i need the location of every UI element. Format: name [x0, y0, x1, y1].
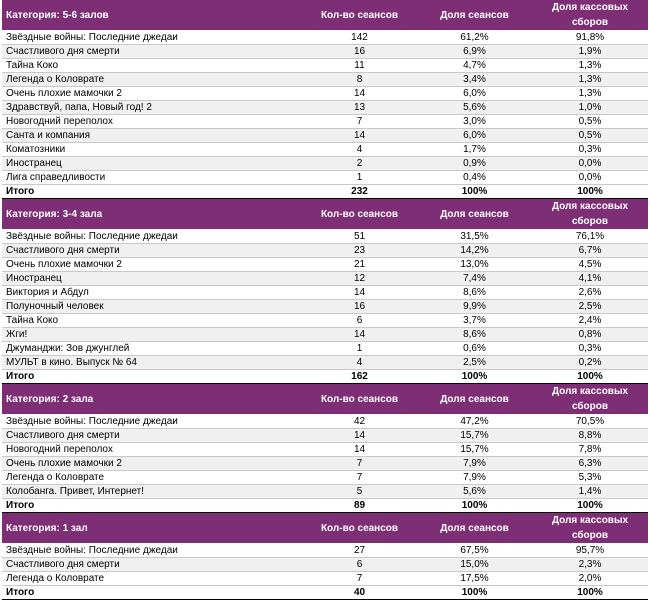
total-row [2, 370, 648, 384]
film-title: Очень плохие мамочки 2 [2, 87, 302, 101]
sessions-count: 4 [302, 356, 417, 370]
table-row [2, 572, 648, 586]
sessions-share: 3,7% [417, 314, 532, 328]
total-label: Итого [2, 185, 302, 199]
table-row [2, 45, 648, 59]
sessions-count: 2 [302, 157, 417, 171]
total-label: Итого [2, 370, 302, 384]
sessions-count: 14 [302, 328, 417, 342]
category-header-row [2, 513, 648, 544]
category-title: Категория: 2 зала [2, 384, 302, 415]
report-body [2, 0, 648, 600]
table-row [2, 244, 648, 258]
box-office-share: 7,8% [532, 443, 648, 457]
sessions-count: 1 [302, 171, 417, 185]
film-title: Счастливого дня смерти [2, 45, 302, 59]
film-title: Коматозники [2, 143, 302, 157]
table-row [2, 230, 648, 244]
sessions-share: 14,2% [417, 244, 532, 258]
box-office-share: 2,3% [532, 558, 648, 572]
category-header-row [2, 384, 648, 415]
sessions-share: 4,7% [417, 59, 532, 73]
sessions-share: 67,5% [417, 544, 532, 558]
sessions-count: 4 [302, 143, 417, 157]
box-office-share: 0,5% [532, 129, 648, 143]
total-row [2, 185, 648, 199]
box-office-share: 1,3% [532, 59, 648, 73]
category-header-row [2, 0, 648, 31]
sessions-count: 6 [302, 314, 417, 328]
column-header: Доля сеансов [417, 199, 532, 230]
film-title: Очень плохие мамочки 2 [2, 258, 302, 272]
table-row [2, 143, 648, 157]
box-office-share: 0,3% [532, 143, 648, 157]
sessions-count: 14 [302, 429, 417, 443]
box-office-share: 2,4% [532, 314, 648, 328]
total-label: Итого [2, 586, 302, 600]
sessions-count: 6 [302, 558, 417, 572]
category-title: Категория: 5-6 залов [2, 0, 302, 31]
sessions-count: 1 [302, 342, 417, 356]
total-row [2, 586, 648, 600]
category-title: Категория: 3-4 зала [2, 199, 302, 230]
film-title: Новогодний переполох [2, 443, 302, 457]
sessions-count: 21 [302, 258, 417, 272]
table-row [2, 171, 648, 185]
sessions-count: 51 [302, 230, 417, 244]
box-office-share: 0,2% [532, 356, 648, 370]
film-title: Здравствуй, папа, Новый год! 2 [2, 101, 302, 115]
sessions-count: 8 [302, 73, 417, 87]
film-title: Звёздные войны: Последние джедаи [2, 31, 302, 45]
table-row [2, 87, 648, 101]
film-title: Колобанга. Привет, Интернет! [2, 485, 302, 499]
box-office-share: 0,8% [532, 328, 648, 342]
box-office-share: 2,6% [532, 286, 648, 300]
film-title: Очень плохие мамочки 2 [2, 457, 302, 471]
film-title: Жги! [2, 328, 302, 342]
table-row [2, 342, 648, 356]
sessions-share: 8,6% [417, 328, 532, 342]
sessions-total: 89 [302, 499, 417, 513]
table-row [2, 429, 648, 443]
category-header-row [2, 199, 648, 230]
box-office-share-total: 100% [532, 370, 648, 384]
sessions-report-table [2, 0, 648, 600]
sessions-count: 11 [302, 59, 417, 73]
box-office-share: 6,7% [532, 244, 648, 258]
film-title: МУЛЬТ в кино. Выпуск № 64 [2, 356, 302, 370]
table-row [2, 73, 648, 87]
sessions-share-total: 100% [417, 499, 532, 513]
table-row [2, 443, 648, 457]
table-row [2, 286, 648, 300]
sessions-total: 40 [302, 586, 417, 600]
box-office-share: 4,1% [532, 272, 648, 286]
table-row [2, 157, 648, 171]
sessions-share: 2,5% [417, 356, 532, 370]
sessions-share: 61,2% [417, 31, 532, 45]
column-header: Доля кассовых сборов [532, 0, 648, 31]
table-row [2, 115, 648, 129]
sessions-share: 1,7% [417, 143, 532, 157]
sessions-share: 15,0% [417, 558, 532, 572]
sessions-count: 142 [302, 31, 417, 45]
column-header: Кол-во сеансов [302, 513, 417, 544]
film-title: Счастливого дня смерти [2, 558, 302, 572]
box-office-share: 91,8% [532, 31, 648, 45]
sessions-share-total: 100% [417, 586, 532, 600]
sessions-count: 7 [302, 457, 417, 471]
box-office-share: 4,5% [532, 258, 648, 272]
box-office-share: 76,1% [532, 230, 648, 244]
film-title: Счастливого дня смерти [2, 244, 302, 258]
box-office-share: 1,4% [532, 485, 648, 499]
sessions-share: 6,9% [417, 45, 532, 59]
box-office-share: 1,9% [532, 45, 648, 59]
table-row [2, 300, 648, 314]
table-row [2, 457, 648, 471]
box-office-share: 5,3% [532, 471, 648, 485]
sessions-share: 9,9% [417, 300, 532, 314]
film-title: Легенда о Коловрате [2, 471, 302, 485]
film-title: Тайна Коко [2, 314, 302, 328]
sessions-count: 16 [302, 45, 417, 59]
sessions-share: 3,0% [417, 115, 532, 129]
box-office-share: 0,5% [532, 115, 648, 129]
sessions-share: 0,6% [417, 342, 532, 356]
table-row [2, 415, 648, 429]
box-office-share: 8,8% [532, 429, 648, 443]
film-title: Звёздные войны: Последние джедаи [2, 544, 302, 558]
table-row [2, 258, 648, 272]
sessions-count: 12 [302, 272, 417, 286]
sessions-share: 0,4% [417, 171, 532, 185]
film-title: Легенда о Коловрате [2, 572, 302, 586]
sessions-share: 5,6% [417, 101, 532, 115]
film-title: Виктория и Абдул [2, 286, 302, 300]
sessions-count: 7 [302, 572, 417, 586]
sessions-share: 13,0% [417, 258, 532, 272]
box-office-share: 1,0% [532, 101, 648, 115]
box-office-share: 1,3% [532, 87, 648, 101]
box-office-share: 95,7% [532, 544, 648, 558]
table-row [2, 485, 648, 499]
sessions-count: 14 [302, 87, 417, 101]
film-title: Иностранец [2, 272, 302, 286]
sessions-share: 15,7% [417, 429, 532, 443]
film-title: Санта и компания [2, 129, 302, 143]
sessions-count: 42 [302, 415, 417, 429]
sessions-share: 17,5% [417, 572, 532, 586]
box-office-share: 0,0% [532, 171, 648, 185]
box-office-share: 70,5% [532, 415, 648, 429]
sessions-count: 5 [302, 485, 417, 499]
sessions-share: 6,0% [417, 129, 532, 143]
sessions-share: 8,6% [417, 286, 532, 300]
box-office-share-total: 100% [532, 185, 648, 199]
sessions-count: 23 [302, 244, 417, 258]
film-title: Джуманджи: Зов джунглей [2, 342, 302, 356]
sessions-share-total: 100% [417, 370, 532, 384]
sessions-total: 162 [302, 370, 417, 384]
film-title: Новогодний переполох [2, 115, 302, 129]
table-row [2, 356, 648, 370]
box-office-share-total: 100% [532, 499, 648, 513]
sessions-count: 7 [302, 471, 417, 485]
sessions-share: 6,0% [417, 87, 532, 101]
table-row [2, 59, 648, 73]
table-row [2, 101, 648, 115]
sessions-count: 14 [302, 286, 417, 300]
film-title: Счастливого дня смерти [2, 429, 302, 443]
column-header: Доля кассовых сборов [532, 513, 648, 544]
table-row [2, 544, 648, 558]
total-row [2, 499, 648, 513]
sessions-count: 13 [302, 101, 417, 115]
total-label: Итого [2, 499, 302, 513]
box-office-share-total: 100% [532, 586, 648, 600]
sessions-share: 0,9% [417, 157, 532, 171]
film-title: Легенда о Коловрате [2, 73, 302, 87]
box-office-share: 6,3% [532, 457, 648, 471]
column-header: Кол-во сеансов [302, 384, 417, 415]
sessions-share: 5,6% [417, 485, 532, 499]
film-title: Тайна Коко [2, 59, 302, 73]
box-office-share: 2,5% [532, 300, 648, 314]
sessions-share: 47,2% [417, 415, 532, 429]
table-row [2, 272, 648, 286]
table-row [2, 471, 648, 485]
sessions-total: 232 [302, 185, 417, 199]
box-office-share: 1,3% [532, 73, 648, 87]
sessions-share: 15,7% [417, 443, 532, 457]
box-office-share: 0,0% [532, 157, 648, 171]
film-title: Звёздные войны: Последние джедаи [2, 230, 302, 244]
sessions-count: 27 [302, 544, 417, 558]
film-title: Звёздные войны: Последние джедаи [2, 415, 302, 429]
sessions-share: 7,9% [417, 471, 532, 485]
box-office-share: 2,0% [532, 572, 648, 586]
box-office-share: 0,3% [532, 342, 648, 356]
column-header: Доля кассовых сборов [532, 199, 648, 230]
sessions-count: 7 [302, 115, 417, 129]
film-title: Иностранец [2, 157, 302, 171]
column-header: Доля кассовых сборов [532, 384, 648, 415]
sessions-count: 16 [302, 300, 417, 314]
sessions-count: 14 [302, 129, 417, 143]
column-header: Доля сеансов [417, 384, 532, 415]
sessions-share: 7,4% [417, 272, 532, 286]
sessions-share: 7,9% [417, 457, 532, 471]
sessions-share: 3,4% [417, 73, 532, 87]
sessions-share-total: 100% [417, 185, 532, 199]
column-header: Доля сеансов [417, 0, 532, 31]
film-title: Полуночный человек [2, 300, 302, 314]
sessions-count: 14 [302, 443, 417, 457]
table-row [2, 328, 648, 342]
column-header: Доля сеансов [417, 513, 532, 544]
sessions-share: 31,5% [417, 230, 532, 244]
table-row [2, 129, 648, 143]
category-title: Категория: 1 зал [2, 513, 302, 544]
film-title: Лига справедливости [2, 171, 302, 185]
column-header: Кол-во сеансов [302, 199, 417, 230]
table-row [2, 558, 648, 572]
column-header: Кол-во сеансов [302, 0, 417, 31]
table-row [2, 314, 648, 328]
table-row [2, 31, 648, 45]
